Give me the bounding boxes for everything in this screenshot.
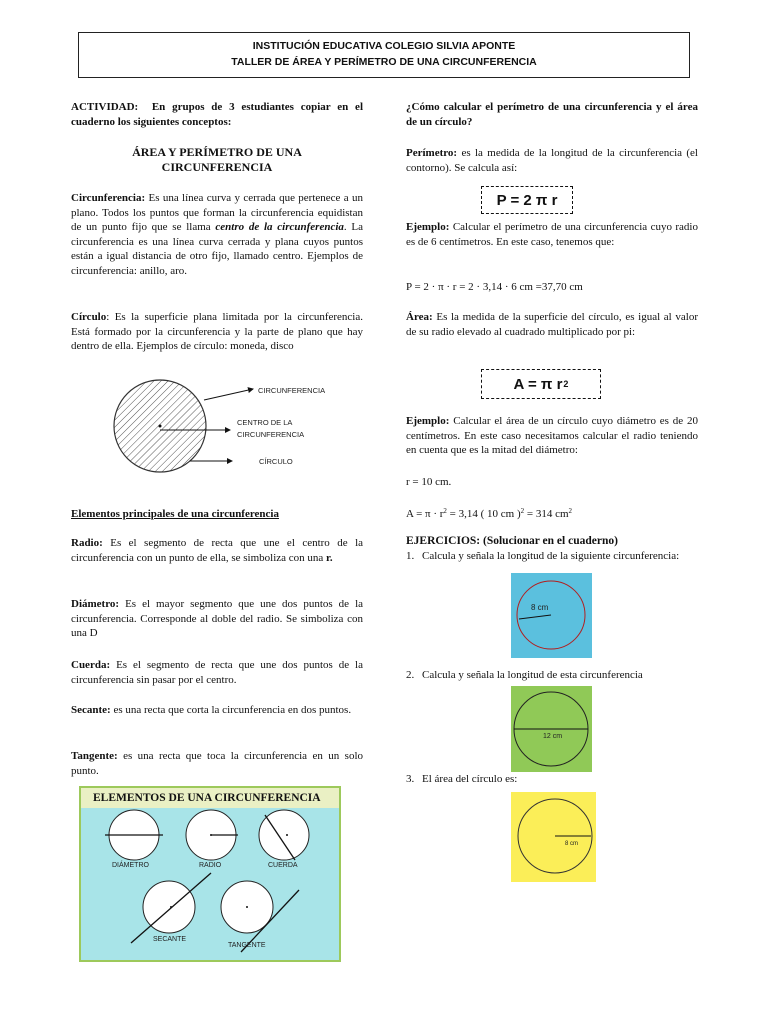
diametro-definition — [71, 597, 363, 641]
activity-paragraph — [71, 100, 363, 129]
label-cuerda: CUERDA — [268, 862, 298, 869]
ejemplo-area — [406, 414, 698, 458]
area-formula: A = π r — [513, 375, 563, 393]
label-tangente: TANGENTE — [228, 942, 266, 949]
exercise-3-text: El área del círculo es: — [422, 773, 518, 785]
elements-figure-title: ELEMENTOS DE UNA CIRCUNFERENCIA — [81, 788, 339, 808]
perimetro-text: es la medida de la longitud de la circunferencia (el contorno). Se calcula así: — [406, 147, 698, 174]
exercise-1-background — [511, 573, 592, 658]
exercise-1-text: Calcula y señala la longitud de la siguiente circunferencia: — [422, 550, 680, 562]
institution-name: INSTITUCIÓN EDUCATIVA COLEGIO SILVIA APONTE — [252, 40, 516, 52]
circunferencia-definition — [71, 191, 363, 279]
ejemplo1-text: Calcular el perímetro de una circunferencia cuyo radio es de 6 centímetros. En este caso, tenemos que: — [406, 221, 698, 248]
secante-text: es una recta que corta la circunferencia en dos puntos. — [113, 704, 352, 716]
ejemplo2-text: Calcular el área de un círculo cuyo diámetro es de 20 centímetros. En este caso necesitamos calcular el radio teniendo en cuenta que es la mitad del diámetro: — [406, 415, 698, 457]
secante-term: Secante: — [71, 704, 111, 716]
exercise-1-number: 1. — [406, 550, 415, 562]
elements-title: Elementos principales de una circunferencia — [71, 508, 279, 520]
question-heading: ¿Cómo calcular el perímetro de una circunferencia y el área de un círculo? — [406, 101, 698, 128]
circunferencia-text-b: . La circunferencia es una línea curva cerrada y plana cuyos puntos están a igual distancia de otro fijo, llamado centro. Ejemplos de circunferencia: anillo, aro. — [71, 221, 364, 277]
label-radio: RADIO — [199, 862, 222, 869]
area-calc-exp-c: 2 — [568, 507, 573, 515]
label-circunferencia: CIRCUNFERENCIA — [258, 386, 326, 395]
secante-definition — [71, 703, 363, 718]
exercise-2-label: 12 cm — [543, 733, 563, 740]
circulo-term: Círculo — [71, 311, 107, 323]
exercise-2 — [406, 668, 698, 683]
circunferencia-term: Circunferencia: — [71, 192, 146, 204]
centro-term: centro de la circunferencia — [215, 221, 344, 234]
area-definition — [406, 310, 698, 339]
radio-definition — [71, 536, 363, 565]
area-calc-part-a: A = π · r — [406, 508, 444, 520]
exercise-1 — [406, 549, 698, 564]
perimetro-definition — [406, 146, 698, 175]
ejemplo1-calculation: P = 2 · π · r = 2 · 3,14 · 6 cm =37,70 cm — [406, 281, 583, 293]
label-centro-line2: CIRCUNFERENCIA — [237, 430, 305, 439]
document-title: TALLER DE ÁREA Y PERÍMETRO DE UNA CIRCUNFERENCIA — [231, 56, 537, 68]
label-circulo: CÍRCULO — [259, 457, 293, 466]
exercise-2-text: Calcula y señala la longitud de esta circunferencia — [422, 669, 643, 681]
section-title — [71, 145, 363, 174]
ejemplo2-term: Ejemplo: — [406, 415, 450, 427]
perimetro-formula-box — [481, 186, 573, 214]
center-point — [159, 425, 162, 428]
radio-center — [210, 834, 212, 836]
section-title-line-1: ÁREA Y PERÍMETRO DE UNA — [132, 145, 302, 159]
document-header — [78, 32, 690, 78]
area-calc-exp-a: 2 — [443, 507, 447, 515]
exercise-3 — [406, 772, 698, 787]
tangente-term: Tangente: — [71, 750, 118, 762]
area-calc-part-c: = 314 cm — [524, 508, 569, 520]
cuerda-center — [286, 834, 288, 836]
activity-label: ACTIVIDAD: — [71, 101, 139, 113]
exercise-3-background — [511, 792, 596, 882]
area-term: Área: — [406, 311, 433, 323]
cuerda-term: Cuerda: — [71, 659, 111, 671]
exercise-3-figure — [511, 792, 596, 882]
section-title-line-2: CIRCUNFERENCIA — [161, 159, 273, 174]
elements-figure — [79, 786, 341, 962]
circulo-definition — [71, 310, 363, 354]
area-calculation — [406, 504, 698, 522]
cuerda-text: Es el segmento de recta que une dos puntos de la circunferencia sin pasar por el centro. — [71, 659, 363, 686]
diametro-term: Diámetro: — [71, 598, 120, 610]
secante-center — [170, 906, 172, 908]
tangente-text: es una recta que toca la circunferencia en un solo punto. — [71, 750, 364, 777]
label-centro — [237, 417, 304, 441]
tangente-definition — [71, 749, 363, 778]
circulo-text: : Es la superficie plana limitada por la circunferencia. Está formado por la circunferencia y la parte de plano que hay dentro de ella. Ejemplos de círculo: moneda, disco — [71, 311, 363, 353]
circunferencia-arrow — [204, 389, 253, 400]
label-centro-line1: CENTRO DE LA — [237, 418, 293, 427]
ejemplo-perimetro — [406, 220, 698, 249]
exercise-2-figure — [511, 686, 592, 772]
elements-figure-drawing — [81, 808, 339, 960]
radio-text: Es el segmento de recta que une el centro de la circunferencia con un punto de ella, se simboliza con una — [71, 537, 364, 564]
exercise-3-number: 3. — [406, 773, 415, 785]
circunferencia-text-a: Es una línea curva y cerrada que pertenece a un plano. Todos los puntos que forman la circunferencia equidistan de un punto fijo que se llama — [71, 192, 363, 234]
area-calc-part-b: = 3,14 ( 10 cm ) — [446, 508, 521, 520]
area-calc-exp-b: 2 — [520, 507, 525, 515]
activity-text: En grupos de 3 estudiantes copiar en el cuaderno los siguientes conceptos: — [71, 101, 363, 128]
perimetro-formula: P = 2 π r — [496, 191, 558, 209]
radio-term: Radio: — [71, 537, 103, 549]
diametro-text: Es el mayor segmento que une dos puntos de la circunferencia. Corresponde al doble del radio. Se simboliza con una D — [71, 598, 364, 640]
exercise-1-figure — [511, 573, 592, 658]
tangente-center — [246, 906, 248, 908]
label-secante: SECANTE — [153, 936, 187, 943]
area-formula-exponent: 2 — [563, 379, 569, 389]
radius-value: r = 10 cm. — [406, 476, 452, 488]
label-diametro: DIÁMETRO — [112, 862, 149, 869]
area-text: Es la medida de la superficie del círculo, es igual al valor de su radio elevado al cuadrado multiplicado por pi: — [406, 311, 698, 338]
area-formula-box — [481, 369, 601, 399]
perimetro-term: Perímetro: — [406, 147, 458, 159]
radio-symbol: r. — [326, 551, 333, 564]
ejemplo1-term: Ejemplo: — [406, 221, 450, 233]
elements-heading — [71, 507, 363, 522]
exercise-3-label: 8 cm — [565, 841, 579, 847]
ejercicios-title: EJERCICIOS: (Solucionar en el cuaderno) — [406, 535, 618, 547]
exercise-2-number: 2. — [406, 669, 415, 681]
exercise-1-label: 8 cm — [531, 603, 549, 612]
cuerda-definition — [71, 658, 363, 687]
